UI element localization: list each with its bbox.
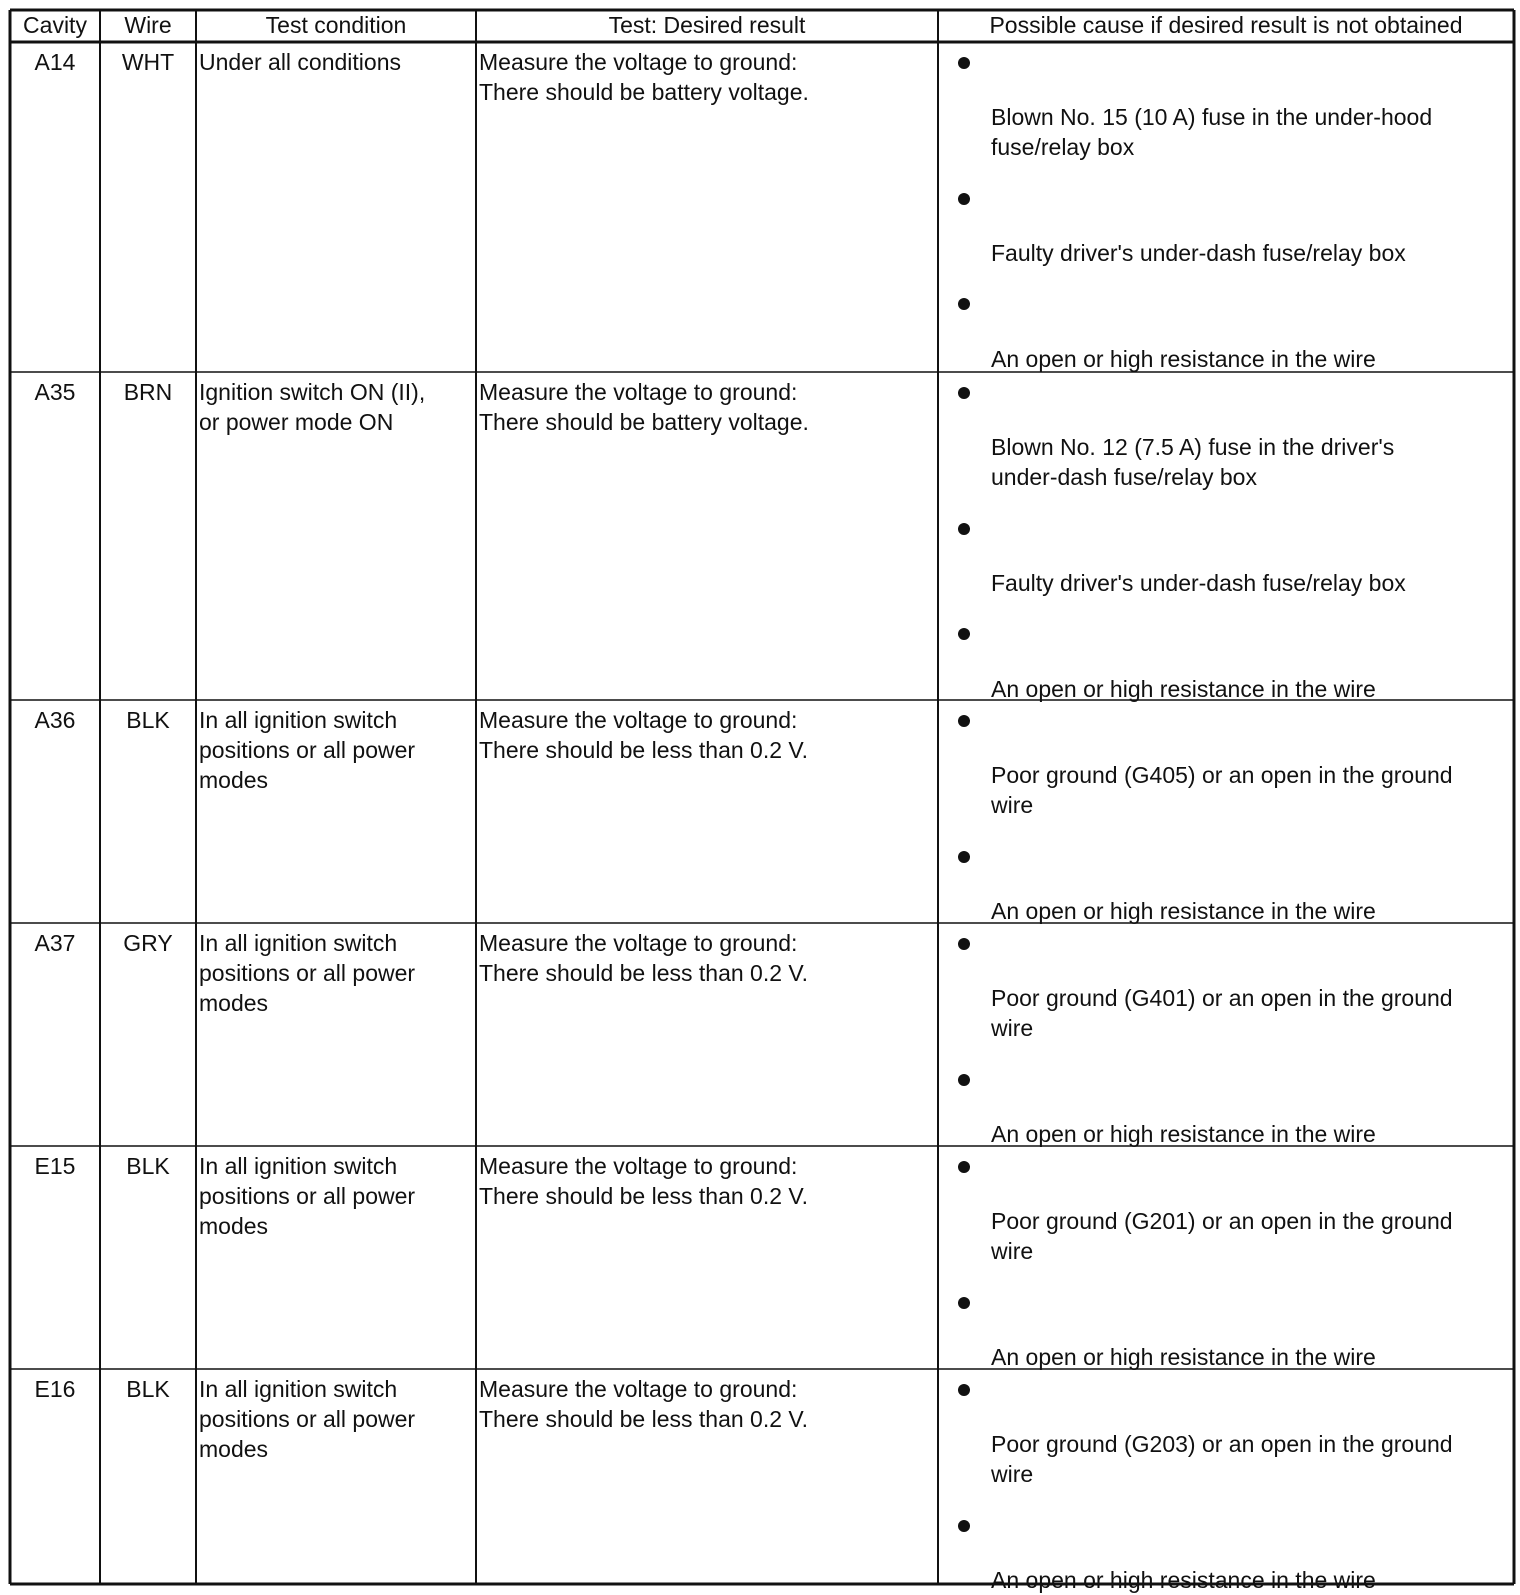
cell-test-condition: In all ignition switch positions or all power modes xyxy=(199,1376,416,1462)
header-desired-result: Test: Desired result xyxy=(608,12,806,38)
cell-desired-result: Measure the voltage to ground: There should be battery voltage. xyxy=(479,49,809,105)
cell-test-condition: In all ignition switch positions or all power modes xyxy=(199,930,416,1016)
bullet-icon xyxy=(958,628,970,640)
cell-test-condition: Under all conditions xyxy=(199,49,402,75)
cell-cavity: A14 xyxy=(34,49,76,75)
cell-desired-result: Measure the voltage to ground: There should be battery voltage. xyxy=(479,379,809,435)
cell-wire: WHT xyxy=(121,49,175,75)
cell-cavity: A37 xyxy=(34,930,76,956)
bullet-icon xyxy=(958,387,970,399)
possible-cause-item: Faulty driver's under-dash fuse/relay box xyxy=(991,570,1406,596)
header-possible-cause: Possible cause if desired result is not obtained xyxy=(989,12,1463,38)
cell-test-condition: In all ignition switch positions or all power modes xyxy=(199,707,416,793)
possible-cause-item: An open or high resistance in the wire xyxy=(991,346,1376,372)
cell-desired-result: Measure the voltage to ground: There should be less than 0.2 V. xyxy=(479,1153,809,1209)
cell-wire: BLK xyxy=(126,1153,170,1179)
possible-cause-item: An open or high resistance in the wire xyxy=(991,676,1376,702)
header-test-condition: Test condition xyxy=(265,12,407,38)
cell-wire: GRY xyxy=(123,930,173,956)
bullet-icon xyxy=(958,715,970,727)
cell-cavity: E15 xyxy=(34,1153,76,1179)
bullet-icon xyxy=(958,1384,970,1396)
possible-cause-item: Poor ground (G201) or an open in the ground wire xyxy=(991,1208,1453,1264)
possible-cause-item: Blown No. 15 (10 A) fuse in the under-hood fuse/relay box xyxy=(991,104,1433,160)
cell-desired-result: Measure the voltage to ground: There should be less than 0.2 V. xyxy=(479,1376,809,1432)
bullet-icon xyxy=(958,851,970,863)
cell-desired-result: Measure the voltage to ground: There should be less than 0.2 V. xyxy=(479,707,809,763)
cell-cavity: E16 xyxy=(34,1376,76,1402)
possible-cause-item: Poor ground (G203) or an open in the ground wire xyxy=(991,1431,1453,1487)
cell-wire: BLK xyxy=(126,707,170,733)
bullet-icon xyxy=(958,298,970,310)
cell-cavity: A36 xyxy=(34,707,76,733)
possible-cause-item: An open or high resistance in the wire xyxy=(991,1567,1376,1593)
bullet-icon xyxy=(958,523,970,535)
bullet-icon xyxy=(958,193,970,205)
cell-desired-result: Measure the voltage to ground: There should be less than 0.2 V. xyxy=(479,930,809,986)
cell-wire: BRN xyxy=(123,379,173,405)
header-wire: Wire xyxy=(124,12,172,38)
possible-cause-item: Poor ground (G405) or an open in the ground wire xyxy=(991,762,1453,818)
header-cavity: Cavity xyxy=(23,12,87,38)
possible-cause-item: An open or high resistance in the wire xyxy=(991,898,1376,924)
possible-cause-item: Faulty driver's under-dash fuse/relay box xyxy=(991,240,1406,266)
bullet-icon xyxy=(958,1074,970,1086)
bullet-icon xyxy=(958,938,970,950)
bullet-icon xyxy=(958,1297,970,1309)
cell-wire: BLK xyxy=(126,1376,170,1402)
bullet-icon xyxy=(958,1520,970,1532)
possible-cause-item: Poor ground (G401) or an open in the ground wire xyxy=(991,985,1453,1041)
cell-cavity: A35 xyxy=(34,379,76,405)
possible-cause-item: An open or high resistance in the wire xyxy=(991,1344,1376,1370)
possible-cause-item: Blown No. 12 (7.5 A) fuse in the driver's under-dash fuse/relay box xyxy=(991,434,1395,490)
cell-test-condition: Ignition switch ON (II), or power mode ON xyxy=(199,379,426,435)
bullet-icon xyxy=(958,57,970,69)
possible-cause-item: An open or high resistance in the wire xyxy=(991,1121,1376,1147)
bullet-icon xyxy=(958,1161,970,1173)
cell-test-condition: In all ignition switch positions or all power modes xyxy=(199,1153,416,1239)
